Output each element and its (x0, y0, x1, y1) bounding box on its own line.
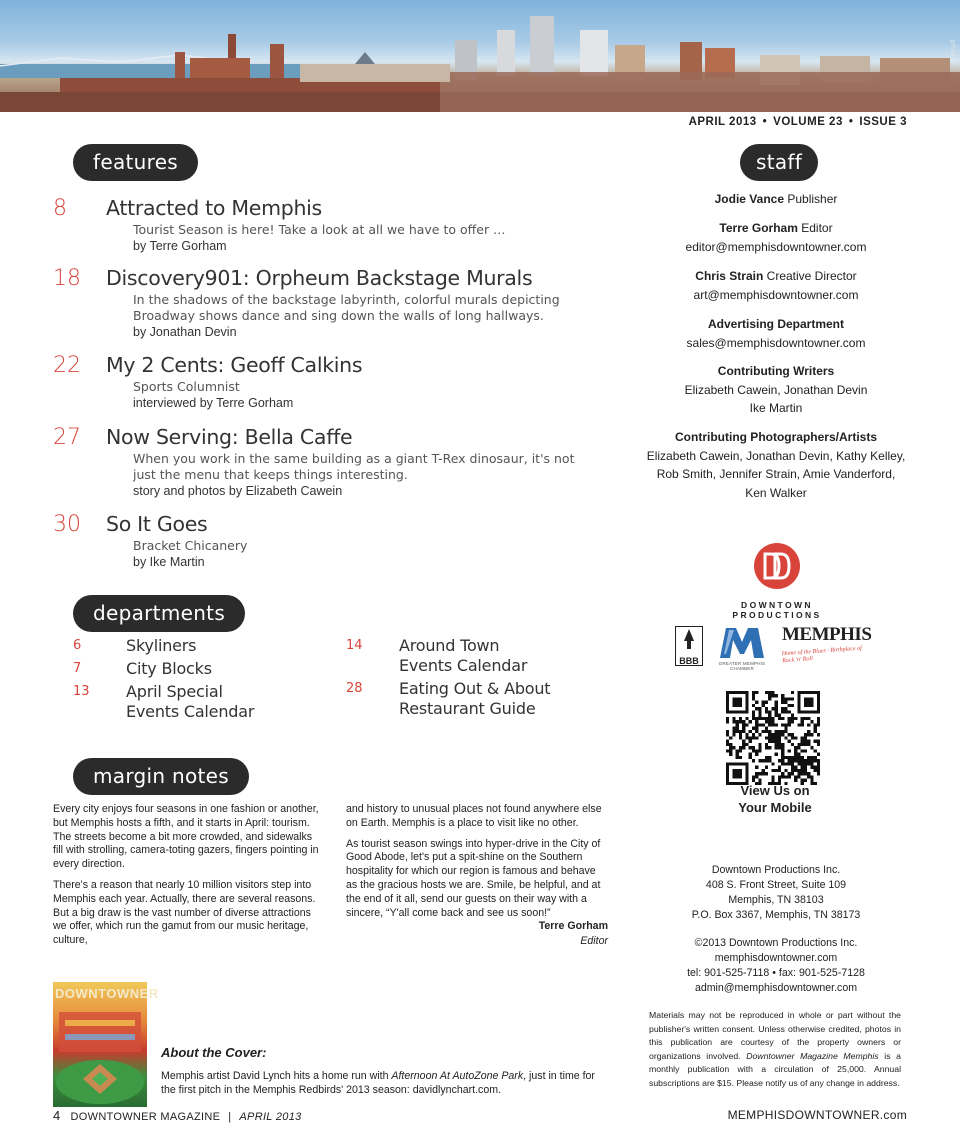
chamber-label: GREATER MEMPHIS CHAMBER (718, 661, 766, 671)
department-label: Events Calendar (126, 702, 255, 721)
feature-title[interactable]: Now Serving: Bella Caffe (106, 425, 353, 449)
staff-email-link[interactable]: editor@memphisdowntowner.com (685, 239, 867, 254)
department-label: Events Calendar (399, 656, 528, 675)
staff-name: Contributing Writers (717, 364, 835, 378)
footer-website-link[interactable]: MEMPHISDOWNTOWNER.com (727, 1108, 907, 1122)
cover-masthead: DOWNTOWNER (55, 986, 159, 1001)
department-page-number: 14 (346, 638, 363, 653)
feature-title[interactable]: Attracted to Memphis (106, 196, 322, 220)
staff-entry (640, 219, 912, 256)
department-page-number: 7 (73, 661, 82, 676)
departments-heading: departments (73, 595, 245, 632)
feature-description: When you work in the same building as a giant T-Rex dinosaur, it's not (133, 451, 575, 466)
staff-role: Creative Director (766, 269, 857, 283)
margin-notes-column-2 (346, 803, 608, 927)
feature-byline: interviewed by Terre Gorham (133, 396, 294, 410)
margin-notes-paragraph: Every city enjoys four seasons in one fashion or another, but Memphis hosts a fifth, and it starts in April: tourism. The streets become a bit more crowded, and sidewalks fill with strolling, camera-toting gazers, fingers pointing in every direction. (53, 803, 319, 871)
header-skyline-photo (0, 0, 960, 112)
footer-month: APRIL 2013 (239, 1111, 302, 1123)
legal-text-start: Materials may not be reproduced in whole or part without the publisher's written consent. Unless otherwise credited, photos in this publication are courtesy of the property owners or organizations involved. (649, 1010, 901, 1061)
footer-left (53, 1108, 302, 1123)
staff-name: Jodie Vance (714, 192, 784, 206)
about-cover-artwork-title: Afternoon At AutoZone Park (391, 1070, 524, 1082)
staff-email-link[interactable]: sales@memphisdowntowner.com (686, 335, 866, 350)
feature-description: Tourist Season is here! Take a look at all we have to offer … (133, 222, 506, 237)
staff-role: Editor (801, 221, 833, 235)
qr-caption (700, 782, 850, 816)
staff-heading: staff (740, 144, 818, 181)
qr-caption-line-1: View Us on (740, 783, 810, 798)
feature-page-number: 27 (53, 425, 81, 450)
downtown-productions-wordmark (710, 600, 844, 620)
department-label: Around Town (399, 636, 500, 655)
staff-entry-header (640, 219, 912, 238)
staff-names: Rob Smith, Jennifer Strain, Amie Vanderford, (656, 467, 896, 481)
publisher-contact-line: tel: 901-525-7118 • fax: 901-525-7128 (687, 967, 865, 979)
feature-page-number: 22 (53, 353, 81, 378)
feature-page-number: 18 (53, 266, 81, 291)
issue-info: APRIL 2013 • VOLUME 23 • ISSUE 3 (688, 116, 907, 128)
bbb-torch-icon (676, 627, 702, 651)
about-cover-heading: About the Cover: (161, 1045, 267, 1060)
signature-name: Terre Gorham (538, 920, 608, 932)
staff-entry-header (640, 428, 912, 447)
skyline-illustration (0, 0, 960, 112)
staff-entry-header (640, 315, 912, 334)
feature-description: Broadway shows dance and sing down the walls of long hallways. (133, 308, 544, 323)
issue-number: ISSUE 3 (859, 116, 907, 128)
feature-description: In the shadows of the backstage labyrinth, colorful murals depicting (133, 292, 560, 307)
staff-name: Contributing Photographers/Artists (675, 430, 877, 444)
legal-magazine-name: Downtowner Magazine Memphis (746, 1050, 879, 1061)
features-heading: features (73, 144, 198, 181)
staff-names: Ike Martin (749, 401, 803, 415)
department-page-number: 6 (73, 638, 82, 653)
footer-separator: | (228, 1111, 232, 1123)
staff-names: Elizabeth Cawein, Jonathan Devin, Kathy Kelley, (646, 448, 906, 463)
feature-byline: story and photos by Elizabeth Cawein (133, 484, 343, 498)
publisher-address (640, 863, 912, 923)
greater-memphis-chamber-logo (706, 624, 778, 670)
department-label: Eating Out & About (399, 679, 551, 698)
feature-byline: by Jonathan Devin (133, 325, 237, 339)
feature-byline: by Terre Gorham (133, 239, 227, 253)
photo-credit: photo (949, 40, 956, 63)
qr-caption-line-2: Your Mobile (738, 800, 812, 815)
department-page-number: 13 (73, 684, 90, 699)
feature-description: Sports Columnist (133, 379, 240, 394)
department-label: April Special (126, 682, 223, 701)
staff-entry-header (640, 267, 912, 286)
bbb-logo (675, 626, 703, 666)
staff-names: Elizabeth Cawein, Jonathan Devin (684, 382, 868, 397)
publisher-contact-link[interactable]: admin@memphisdowntowner.com (694, 982, 858, 994)
publisher-contact (640, 936, 912, 996)
issue-volume: VOLUME 23 (773, 116, 843, 128)
department-label: City Blocks (126, 659, 212, 678)
legal-notice (649, 1009, 901, 1090)
about-cover-text-end: , just in time for the first pitch in the Memphis Redbirds' 2013 season: davidlynchart.com. (161, 1070, 595, 1096)
publisher-address-line: P.O. Box 3367, Memphis, TN 38173 (691, 909, 861, 921)
about-cover-text (161, 1070, 611, 1097)
staff-entry-header (640, 362, 912, 381)
feature-title[interactable]: So It Goes (106, 512, 208, 536)
staff-role: Publisher (787, 192, 838, 206)
staff-entry (640, 362, 912, 418)
signature-role: Editor (580, 935, 608, 947)
staff-email-link[interactable]: art@memphisdowntowner.com (693, 287, 859, 302)
qr-code-icon[interactable] (726, 691, 820, 785)
chamber-m-icon (718, 624, 766, 660)
staff-entry (640, 315, 912, 352)
margin-notes-paragraph: and history to unusual places not found anywhere else on Earth. Memphis is a place to visit like no other. (346, 803, 602, 829)
margin-notes-heading: margin notes (73, 758, 249, 795)
feature-byline: by Ike Martin (133, 555, 205, 569)
feature-page-number: 30 (53, 512, 81, 537)
feature-description: Bracket Chicanery (133, 538, 248, 553)
legal-text-end: is a monthly publication with a circulation of 25,000. Annual subscriptions are $15. Please notify us of any change in address. (649, 1050, 901, 1088)
bbb-label: BBB (679, 656, 699, 666)
downtown-productions-word-2: PRODUCTIONS (732, 610, 822, 620)
cover-thumbnail (53, 982, 159, 1107)
cover-ballpark-art (53, 982, 147, 1107)
memphis-wordmark: MEMPHIS (782, 624, 872, 645)
about-cover-text-start: Memphis artist David Lynch hits a home run with (161, 1070, 392, 1082)
publisher-address-line: Memphis, TN 38103 (728, 894, 824, 906)
issue-month: APRIL 2013 (688, 116, 757, 128)
publisher-contact-link[interactable]: memphisdowntowner.com (714, 952, 838, 964)
memphis-logo (782, 624, 874, 670)
page-number: 4 (53, 1108, 61, 1123)
margin-notes-column-1 (53, 803, 321, 955)
staff-entry (640, 428, 912, 502)
staff-entry-header (640, 190, 912, 209)
department-page-number: 28 (346, 681, 363, 696)
staff-name: Chris Strain (695, 269, 764, 283)
publisher-contact-line: ©2013 Downtown Productions Inc. (694, 937, 858, 949)
staff-entry (640, 190, 912, 209)
feature-description: just the menu that keeps things interesting. (133, 467, 408, 482)
staff-names: Ken Walker (745, 485, 807, 500)
department-label: Skyliners (126, 636, 197, 655)
downtown-productions-logo-icon (735, 542, 819, 598)
department-label: Restaurant Guide (399, 699, 536, 718)
publisher-address-line: 408 S. Front Street, Suite 109 (705, 879, 847, 891)
memphis-tagline: Home of the Blues · Birthplace of Rock 'n' Roll (781, 645, 863, 665)
feature-title[interactable]: My 2 Cents: Geoff Calkins (106, 353, 363, 377)
margin-notes-paragraph: There's a reason that nearly 10 million visitors step into Memphis each year. Actually, there are several reasons. But a big draw is the vast number of diverse attractions we offer, which run the gamut from our music heritage, culture, (53, 878, 316, 947)
staff-name: Advertising Department (707, 317, 845, 331)
staff-entry (640, 267, 912, 304)
publisher-address-line: Downtown Productions Inc. (711, 864, 841, 876)
feature-title[interactable]: Discovery901: Orpheum Backstage Murals (106, 266, 533, 290)
magazine-name: DOWNTOWNER MAGAZINE (70, 1111, 221, 1123)
margin-notes-paragraph: As tourist season swings into hyper-drive in the City of Good Abode, let's put a spit-shine on the Southern hospitality for which our region is famous and behave as the gracious hosts we are. Smile, be helpful, and at the end of it all, send our guests on their way with a sincere, “Y'all come back and see us soon!” (346, 837, 601, 919)
staff-name: Terre Gorham (719, 221, 798, 235)
downtown-productions-word-1: DOWNTOWN (741, 600, 813, 610)
feature-page-number: 8 (53, 196, 67, 221)
